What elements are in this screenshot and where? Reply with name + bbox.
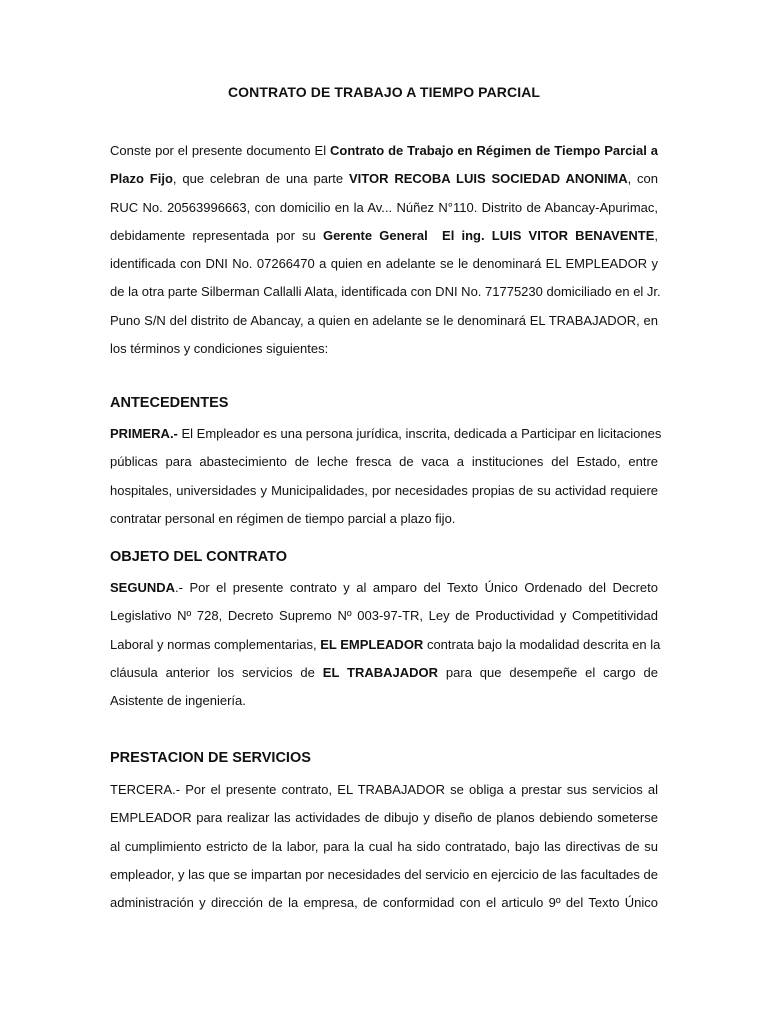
section-heading-antecedentes: ANTECEDENTES <box>110 395 229 411</box>
prestacion-line-4: empleador, y las que se impartan por necesidades del servicio en ejercicio de las facultades de <box>110 866 658 882</box>
intro-line-8: los términos y condiciones siguientes: <box>110 341 329 357</box>
antecedentes-line-4: contratar personal en régimen de tiempo parcial a plazo fijo. <box>110 510 456 526</box>
objeto-line-2: Legislativo Nº 728, Decreto Supremo Nº 003-97-TR, Ley de Productividad y Competitividad <box>110 608 658 624</box>
intro-line-6: de la otra parte Silberman Callalli Alata, identificada con DNI No. 71775230 domiciliado en el Jr. <box>110 284 661 300</box>
intro-line-3: RUC No. 20563996663, con domicilio en la Av... Núñez N°110. Distrito de Abancay-Apurimac, <box>110 199 658 215</box>
objeto-paragraph <box>110 574 661 715</box>
document-title: CONTRATO DE TRABAJO A TIEMPO PARCIAL <box>227 84 541 100</box>
intro-line-1: Conste por el presente documento El Contrato de Trabajo en Régimen de Tiempo Parcial a <box>110 143 658 158</box>
section-heading-prestacion: PRESTACION DE SERVICIOS <box>110 750 311 766</box>
prestacion-line-5: administración y dirección de la empresa, de conformidad con el articulo 9º del Texto Único <box>110 895 658 911</box>
prestacion-line-1: TERCERA.- Por el presente contrato, EL TRABAJADOR se obliga a prestar sus servicios al <box>110 782 658 797</box>
prestacion-line-3: al cumplimiento estricto de la labor, para la cual ha sido contratado, bajo las directivas de su <box>110 838 658 854</box>
antecedentes-line-2: públicas para abastecimiento de leche fresca de vaca a instituciones del Estado, entre <box>110 454 658 470</box>
antecedentes-line-1: PRIMERA.- El Empleador es una persona jurídica, inscrita, dedicada a Participar en licitaciones <box>110 426 662 441</box>
intro-line-2: Plazo Fijo, que celebran de una parte VITOR RECOBA LUIS SOCIEDAD ANONIMA, con <box>110 171 659 187</box>
section-heading-objeto: OBJETO DEL CONTRATO <box>110 549 287 565</box>
objeto-line-5: Asistente de ingeniería. <box>110 693 246 709</box>
objeto-line-1: SEGUNDA.- Por el presente contrato y al amparo del Texto Único Ordenado del Decreto <box>110 580 658 595</box>
intro-line-5: identificada con DNI No. 07266470 a quien en adelante se le denominará EL EMPLEADOR y <box>110 256 658 272</box>
antecedentes-line-3: hospitales, universidades y Municipalidades, por necesidades propias de su actividad requiere <box>110 482 658 498</box>
prestacion-line-2: EMPLEADOR para realizar las actividades de dibujo y diseño de planos debiendo someterse <box>110 810 658 826</box>
objeto-line-4: cláusula anterior los servicios de EL TRABAJADOR para que desempeñe el cargo de <box>110 664 658 680</box>
intro-line-4: debidamente representada por su Gerente General El ing. LUIS VITOR BENAVENTE, <box>110 227 659 243</box>
prestacion-paragraph <box>110 776 658 917</box>
antecedentes-paragraph <box>110 420 662 533</box>
intro-paragraph <box>110 137 661 363</box>
intro-line-7: Puno S/N del distrito de Abancay, a quien en adelante se le denominará EL TRABAJADOR, en <box>110 312 658 328</box>
objeto-line-3: Laboral y normas complementarias, EL EMPLEADOR contrata bajo la modalidad descrita en la <box>110 636 661 652</box>
